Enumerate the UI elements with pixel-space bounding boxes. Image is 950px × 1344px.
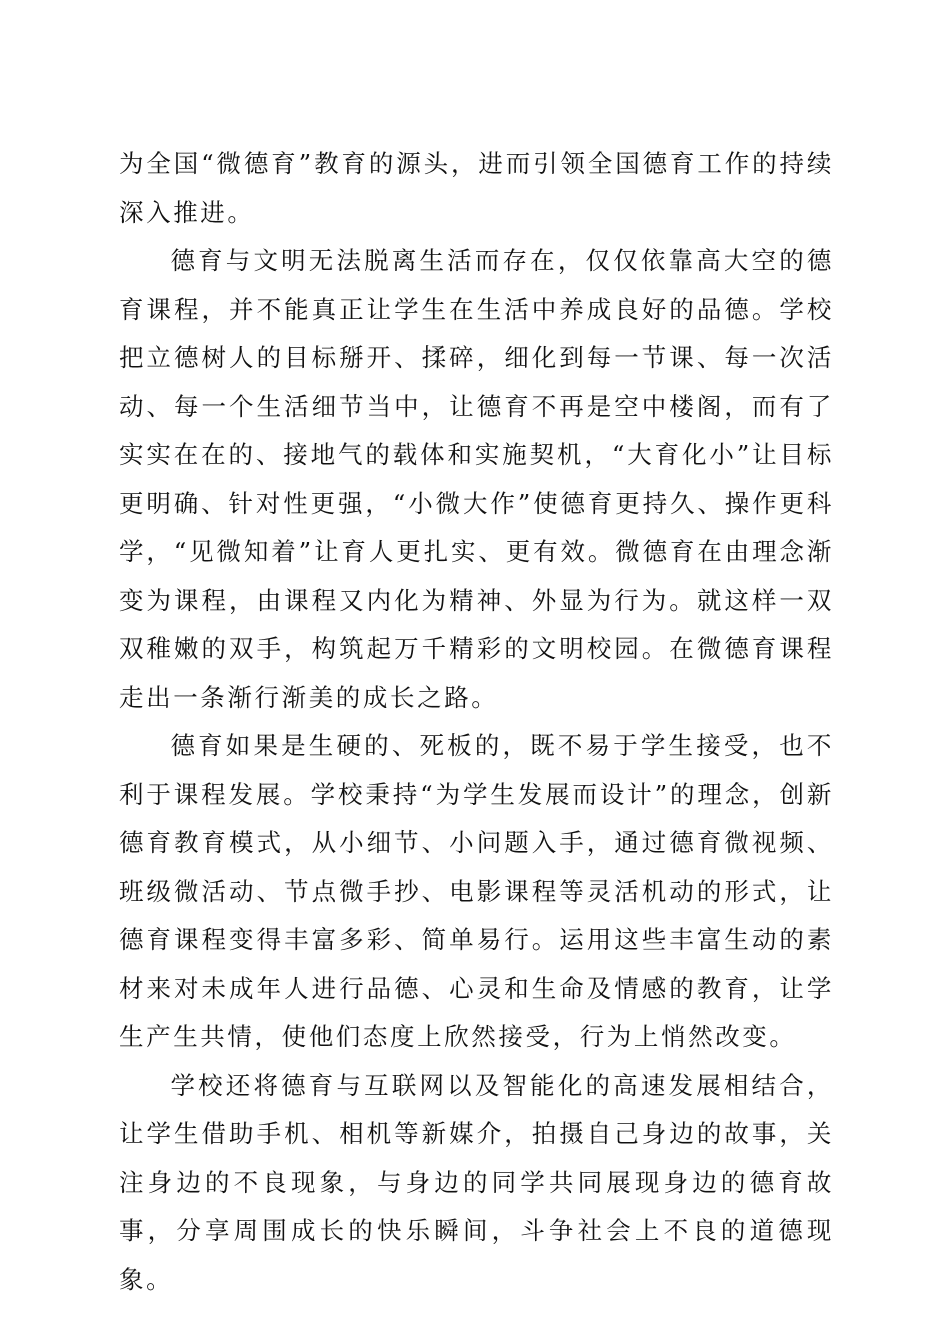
body-text [119, 140, 834, 1304]
paragraph-micro-moral-curriculum: 德育与文明无法脱离生活而存在，仅仅依靠高大空的德育课程，并不能真正让学生在生活中养成良好的品德。学校把立德树人的目标掰开、揉碎，细化到每一节课、每一次活动、每一个生活细节当中，让德育不再是空中楼阁，而有了实实在在的、接地气的载体和实施契机，“大育化小”让目标更明确、针对性更强，“小微大作”使德育更持久、操作更科学，“见微知着”让育人更扎实、更有效。微德育在由理念渐变为课程，由课程又内化为精神、外显为行为。就这样一双双稚嫩的双手，构筑起万千精彩的文明校园。在微德育课程走出一条渐行渐美的成长之路。 [119, 246, 834, 712]
paragraph-internet-integration: 学校还将德育与互联网以及智能化的高速发展相结合，让学生借助手机、相机等新媒介，拍摄自己身边的故事，关注身边的不良现象，与身边的同学共同展现身边的德育故事，分享周围成长的快乐瞬间，斗争社会上不良的道德现象。 [119, 1070, 834, 1294]
paragraph-education-model: 德育如果是生硬的、死板的，既不易于学生接受，也不利于课程发展。学校秉持“为学生发展而设计”的理念，创新德育教育模式，从小细节、小问题入手，通过德育微视频、班级微活动、节点微手抄、电影课程等灵活机动的形式，让德育课程变得丰富多彩、简单易行。运用这些丰富生动的素材来对未成年人进行品德、心灵和生命及情感的教育，让学生产生共情，使他们态度上欣然接受，行为上悄然改变。 [119, 731, 834, 1051]
paragraph-continuation: 为全国“微德育”教育的源头，进而引领全国德育工作的持续深入推进。 [119, 149, 834, 227]
